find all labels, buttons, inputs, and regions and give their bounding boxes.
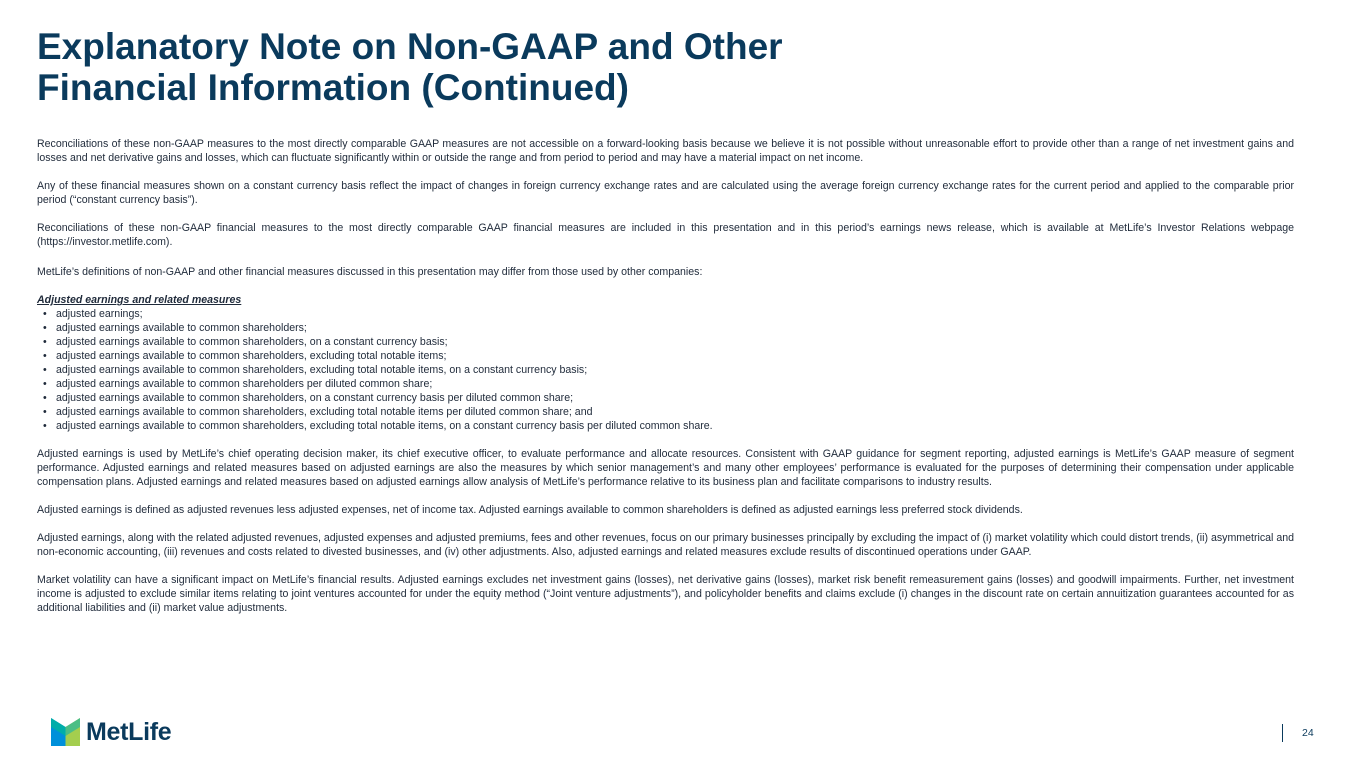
page-title [37,26,1037,108]
paragraph-adjusted-earnings-focus: Adjusted earnings, along with the related adjusted revenues, adjusted expenses and adjusted premiums, fees and other revenues, focus on our primary businesses principally by excluding the impact of (i) market volatility which could distort trends, (ii) asymmetrical and non-economic accounting, (iii) revenues and costs related to divested businesses, and (iv) other adjustments. Also, adjusted earnings and related measures exclude results of discontinued operations under GAAP. [37,532,1294,558]
metlife-m-icon [51,718,80,746]
metlife-logo [51,718,171,746]
list-item: • adjusted earnings available to common shareholders, excluding total notable items; [37,349,1294,363]
list-item: • adjusted earnings available to common shareholders, on a constant currency basis per diluted common share; [37,391,1294,405]
page-number: 24 [1302,727,1314,739]
list-item: • adjusted earnings available to common shareholders, on a constant currency basis; [37,335,1294,349]
paragraph-adjusted-earnings-usage: Adjusted earnings is used by MetLife’s chief operating decision maker, its chief executive officer, to evaluate performance and allocate resources. Consistent with GAAP guidance for segment reporting, adjusted earnings is MetLife’s GAAP measure of segment performance. Adjusted earnings and related measures based on adjusted earnings are also the measures by which senior management’s and many other employees’ performance is evaluated for the purposes of determining their compensation under applicable compensation plans. Adjusted earnings and related measures based on adjusted earnings allow analysis of MetLife’s performance relative to its business plan and facilitate comparisons to industry results. [37,448,1294,488]
list-item: • adjusted earnings available to common shareholders, excluding total notable items, on a constant currency basis; [37,363,1294,377]
paragraph-adjusted-earnings-definition: Adjusted earnings is defined as adjusted revenues less adjusted expenses, net of income tax. Adjusted earnings available to common shareholders is defined as adjusted earnings less preferred stock dividends. [37,504,1023,516]
measures-list [37,307,1294,433]
list-item: • adjusted earnings available to common shareholders; [37,321,1294,335]
body-content [37,137,1294,629]
page-number-divider [1282,724,1283,742]
paragraph-constant-currency: Any of these financial measures shown on a constant currency basis reflect the impact of changes in foreign currency exchange rates and are calculated using the average foreign currency exchange rates for the current period and applied to the comparable prior period (“constant currency basis”). [37,180,1294,206]
list-item: • adjusted earnings available to common shareholders per diluted common share; [37,377,1294,391]
page-title-line-1: Explanatory Note on Non-GAAP and Other [37,26,783,67]
list-item: • adjusted earnings; [37,307,1294,321]
list-item: • adjusted earnings available to common shareholders, excluding total notable items, on a constant currency basis per diluted common share. [37,419,1294,433]
paragraph-definitions-differ: MetLife’s definitions of non-GAAP and other financial measures discussed in this presentation may differ from those used by other companies: [37,266,703,278]
section-heading-adjusted-earnings: Adjusted earnings and related measures [37,294,242,306]
paragraph-reconciliations-included: Reconciliations of these non-GAAP financial measures to the most directly comparable GAAP financial measures are included in this presentation and in this period’s earnings news release, which is available at MetLife’s Investor Relations webpage (https://investor.metlife.com). [37,222,1294,248]
list-item: • adjusted earnings available to common shareholders, excluding total notable items per diluted common share; and [37,405,1294,419]
paragraph-reconciliations-forward: Reconciliations of these non-GAAP measures to the most directly comparable GAAP measures are not accessible on a forward-looking basis because we believe it is not possible without unreasonable effort to provide other than a range of net investment gains and losses and net derivative gains and losses, which can fluctuate significantly within or outside the range and from period to period and may have a material impact on net income. [37,138,1294,164]
logo-wordmark: MetLife [86,717,172,746]
paragraph-market-volatility: Market volatility can have a significant impact on MetLife’s financial results. Adjusted earnings excludes net investment gains (losses), net derivative gains (losses), market risk benefit remeasurement gains (losses) and goodwill impairments. Further, net investment income is adjusted to exclude similar items relating to joint ventures accounted for under the equity method (“Joint venture adjustments”), and policyholder benefits and claims exclude (i) changes in the discount rate on certain annuitization guarantees accounted for as additional liabilities and (ii) market value adjustments. [37,574,1294,614]
page-title-line-2: Financial Information (Continued) [37,67,629,108]
